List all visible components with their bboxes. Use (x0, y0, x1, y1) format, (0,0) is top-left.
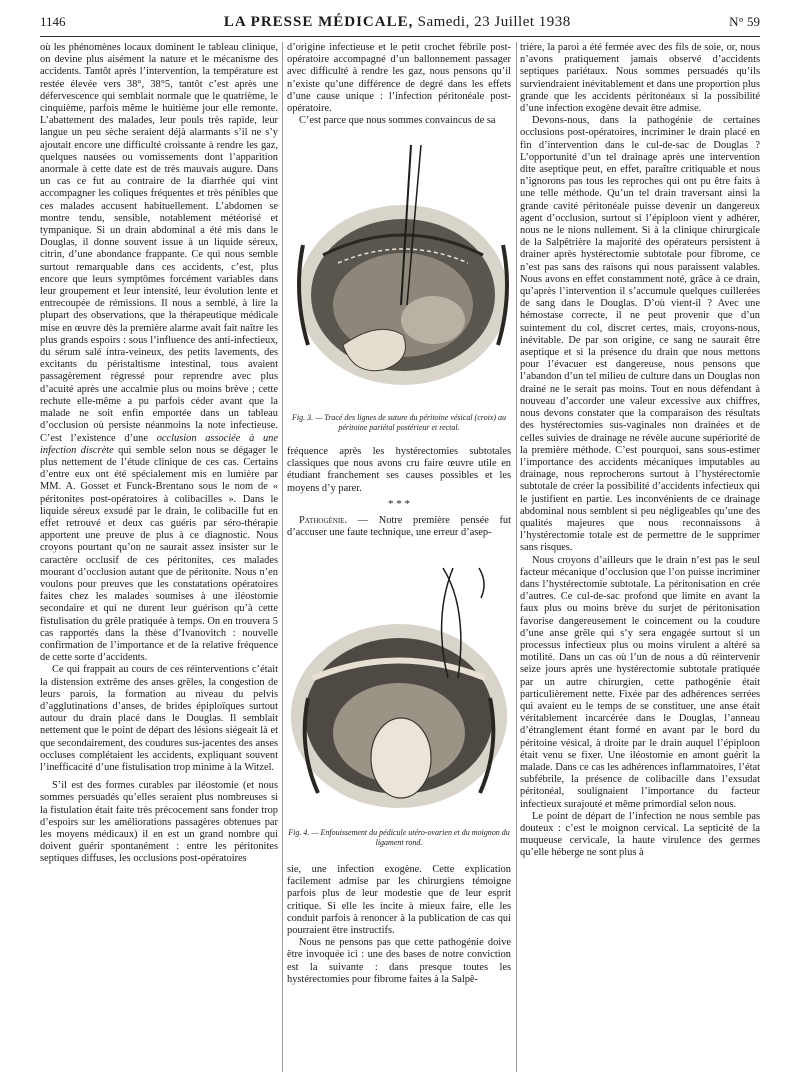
figure-4-illustration (283, 548, 515, 820)
surgical-illustration-3 (283, 145, 515, 410)
paragraph: d’origine infectieuse et le petit crochet fébrile post-opératoire accompagné d’un ballonnement passager avec difficulté à rendre les gaz, nous pensons qu’il n’existe qu’une différence de degré dans les effets d’une cause unique : l’infection péritonéale post-opératoire. (287, 42, 511, 115)
column-left (40, 42, 278, 866)
paragraph-text: qui semble selon nous se dégager le plus nettement de l’étude clinique de ces cas. Certains d’entre eux ont été spécialement mis en lumière par MM. A. Gosset et Funck-Brentano sous le nom de « péritonites post-opératoires à colibacilles ». Dans le liquide séreux exsudé par le drain, le colibacille fut en effet retrouvé et deux cas guéris par séro-thérapie apportent une preuve de plus à ce diagnostic. Nous croyons pourtant qu’on ne saurait assez insister sur le caractère occlusif de ces péritonites, ces malades mourant d’occlusion autant que de péritonite. Nous n’en voulons pour preuves que les constatations opératoires faites chez les malades soumises à une iléostomie secondaire et qui ne durent leur guérison qu’à cette fistulisation du grêle pratiquée à temps. On en trouvera 5 cas rapportés dans la thèse d’Ivanovitch : nouvelle confirmation de l’importance et de la relative fréquence de cette sorte d’accidents. (40, 444, 278, 664)
page-header (40, 14, 760, 37)
paragraph: Nous croyons d’ailleurs que le drain n’est pas le seul facteur mécanique d’occlusion que l’on puisse incriminer dans l’hystérectomie subtotale. La péritonisation en crée d’autres. Ce cul-de-sac profond que limite en avant la faux plus ou moins brève du surjet de péritonisation favorise dangereusement le coincement ou la coudure d’une anse grêle qui s’y sera engagée surtout si un processus infectieux plus ou moins virulent a altéré sa motilité. Dans un cas où l’un de nous a dû réintervenir seize jours après une hystérectomie subtotale pratiquée par un autre chirurgien, cette pathogénie était particulièrement nette. Fixée par des adhérences serrées qui avaient eu le temps de se constituer, une anse était véritablement incarcérée dans le Douglas, l’anneau d’étranglement étant formé en avant par le bord du péritoine vésical, à droite par le drain auquel l’épiploon était venu se fixer. Une iléostomie en amont guérit la malade. Dans ce cas les adhérences inflammatoires, l’état subfébrile, la présence de colibacille dans l’exsudat péritonéal, soulignaient l’importance du facteur infectieux surajouté et même primordial selon nous. (520, 554, 760, 810)
paragraph: Le point de départ de l’infection ne nous semble pas douteux : c’est le moignon cervical. La septicité de la muqueuse cervicale, la haute virulence des germes qu’elle héberge ne sont plus à (520, 810, 760, 859)
paragraph (287, 515, 511, 539)
column-middle-continued (287, 446, 511, 539)
paragraph: Ce qui frappait au cours de ces réinterventions c’était la distension extrême des anses grêles, la congestion de leurs parois, la formation au niveau du pelvis d’agglutinations d’anses, de brides épiploïques surtout autour du drain placé dans le Douglas. Il semblait nettement que le point de départ des lésions siégeait là et que secondairement, des coudures sus-jacentes des anses occluses complétaient les accidents, expliquant souvent l’inefficacité d’une fistulisation trop minime à la Witzel. (40, 664, 278, 773)
figure-3-illustration (283, 145, 515, 410)
emphasis-text: occlusion associée à une infection discrète (40, 432, 278, 456)
paragraph: S’il est des formes curables par iléostomie (et nous sommes persuadés qu’elles seraient plus nombreuses si la fistulation était faite très précocement sans fonder trop d’espoirs sur les améliorations passagères obtenues par les moyens médicaux) il en est un grand nombre qui doivent guérir spontanément : entre les péritonites septiques diffuses, les occlusions post-opératoires (40, 780, 278, 865)
section-separator: * * * (388, 497, 410, 510)
paragraph-text: où les phénomènes locaux dominent le tableau clinique, on devine plus aisément la nature et le mécanisme des accidents. Tantôt après l’intervention, la température est restée élevée vers 38°, 38°5, tantôt c’est après une défervescence qui semblait normale que le quatrième, le cinquième, parfois même le huitième jour elle remonte. L’abattement des malades, leur pouls très rapide, leur langue un peu sèche seraient déjà alarmants s’il ne s’y ajoutait encore une difficulté croissante à rendre les gaz, quelques nausées ou vomissements dont l’apparition anormale à cette date est de très mauvais augure. Dans un cas ce fut au contraire de la diarrhée qui vint accompagner les coliques fréquentes et très pénibles que ces malades accusent habituellement. L’abdomen se montre tendu, sensible, notablement météorisé et tympanique. Si un drain abdominal a été mis dans le Douglas, il donne souvent issue à un liquide séreux, citrin, d’une abondance frappante. Ce qui nous semble surtout remarquable dans ces accidents, c’est, plus encore que leurs symptômes forcément variables dans leur groupement et leur intensité, leur évolution lente et entrecoupée de rémissions. Il nous a semblé, à lire la plupart des observations, que la thérapeutique médicale mise en œuvre dès la première alarme avait fait naître les plus grands espoirs : sous l’influence des anti-infectieux, du sérum salé intra-veineux, des petits lavements, des excitants du péristaltisme intestinal, tous avaient passagèrement régressé pour reprendre avec plus d’acuité après une accalmie plus ou moins brève ; cette rechute elle-même a pu parfois céder avant que la malade ne soit enfin emportée dans un tableau d’occlusion où persiste néanmoins la note infectieuse. C’est l’existence d’une (40, 42, 278, 444)
page-number: 1146 (40, 14, 66, 29)
issue-date: Samedi, 23 Juillet 1938 (417, 14, 571, 30)
paragraph: Nous ne pensons pas que cette pathogénie doive être invoquée ici : une des bases de notre conviction est la suivante : dans presque toutes les hystérectomies pour fibrome faites à la Salpê- (287, 937, 511, 985)
section-label: Pathogénie. (299, 514, 348, 526)
journal-title (224, 14, 571, 31)
paragraph (40, 42, 278, 664)
issue-number: N° 59 (729, 14, 760, 29)
paragraph: trière, la paroi a été fermée avec des fils de soie, or, nous n’avons pratiquement jamais observé d’accidents septiques pariétaux. Nous sommes persuadés qu’ils surviendraient inévitablement et dans une proportion plus grande que les accidents péritonéaux si la possibilité d’une infection exogène devait être admise. (520, 42, 760, 115)
column-right (520, 42, 760, 860)
journal-name: LA PRESSE MÉDICALE, (223, 14, 414, 30)
column-middle-bottom (287, 864, 511, 986)
column-rule (516, 42, 517, 1072)
figure-3-caption: Fig. 3. — Tracé des lignes de suture du péritoine vésical (croix) au péritoine pariétal postérieur et rectal. (291, 413, 507, 432)
surgical-illustration-4 (283, 548, 515, 820)
paragraph: Devons-nous, dans la pathogénie de certaines occlusions post-opératoires, incriminer le drain placé en fin d’intervention dans le cul-de-sac de Douglas ? L’opportunité d’un tel drainage après une intervention dite aseptique peut, en effet, paraître critiquable et nous n’ignorons pas tous les reproches qui ont pu être faits à une telle méthode. Qu’un tel drain traversant ainsi la grande cavité péritonéale puisse devenir un dangereux agent d’occlusion, surtout si l’épiploon vient y adhérer, nous ne le nions nullement. Si à la clinique chirurgicale de la Salpêtrière la majorité des opérateurs persistent à drainer après hystérectomie subtotale pour fibrome, ce n’est pas sans des raisons qui nous paraissent valables. Nous avons en effet constamment noté, grâce à ce drain, qu’après l’intervention il s’accumule quelques cuillerées de sang dans le Douglas. D’où vient-il ? Avec une hémostase correcte, il ne peut provenir que d’un suintement du col, discret certes, mais, croyons-nous, inévitable. De par son origine, ce sang ne saurait être aseptique et si la présence du drain que nous mettons pour l’évacuer est dangereuse, nous pensons que l’abandon d’un tel milieu de culture dans un Douglas non drainé ne le serait pas moins. Tout en nous défendant à nouveau d’accorder une valeur excessive aux chiffres, nous devons constater que la comparaison des résultats des hystérectomies sus-vaginales non drainées et de celles suivies de drainage ne révèle aucune supériorité de la première méthode. C’est pourquoi, sans sous-estimer l’importance des accidents mécaniques imputables au drainage, nous reprocherons surtout à l’hystérectomie subtotale de créer la possibilité d’accidents infectieux qui le justifient en partie. Les inconvénients de ce drainage abdominal nous semblent si peu négligeables qu’une des qualités majeures que nous reconnaissons à l’hystérectomie totale est de permettre de le supprimer sans risques. (520, 115, 760, 554)
paragraph: C’est parce que nous sommes convaincus de sa (299, 115, 496, 127)
figure-4-caption: Fig. 4. — Enfouissement du pédicule utéro-ovarien et du moignon du ligament rond. (288, 828, 510, 847)
paragraph: fréquence après les hystérectomies subtotales classiques que nous avons cru faire œuvre utile en étudiant franchement ses causes possibles et les moyens d’y parer. (287, 446, 511, 494)
column-middle (287, 42, 511, 127)
paragraph-text: — Notre première pensée fut d’accuser une faute technique, une erreur d’asep- (287, 514, 511, 539)
paragraph: sie, une infection exogène. Cette explication facilement admise par les chirurgiens témoigne parfois plus de leur modestie que de leur esprit critique. Si elle les incite à mieux faire, elle les conduit parfois à renoncer à la publication de cas qui pourraient être instructifs. (287, 864, 511, 937)
